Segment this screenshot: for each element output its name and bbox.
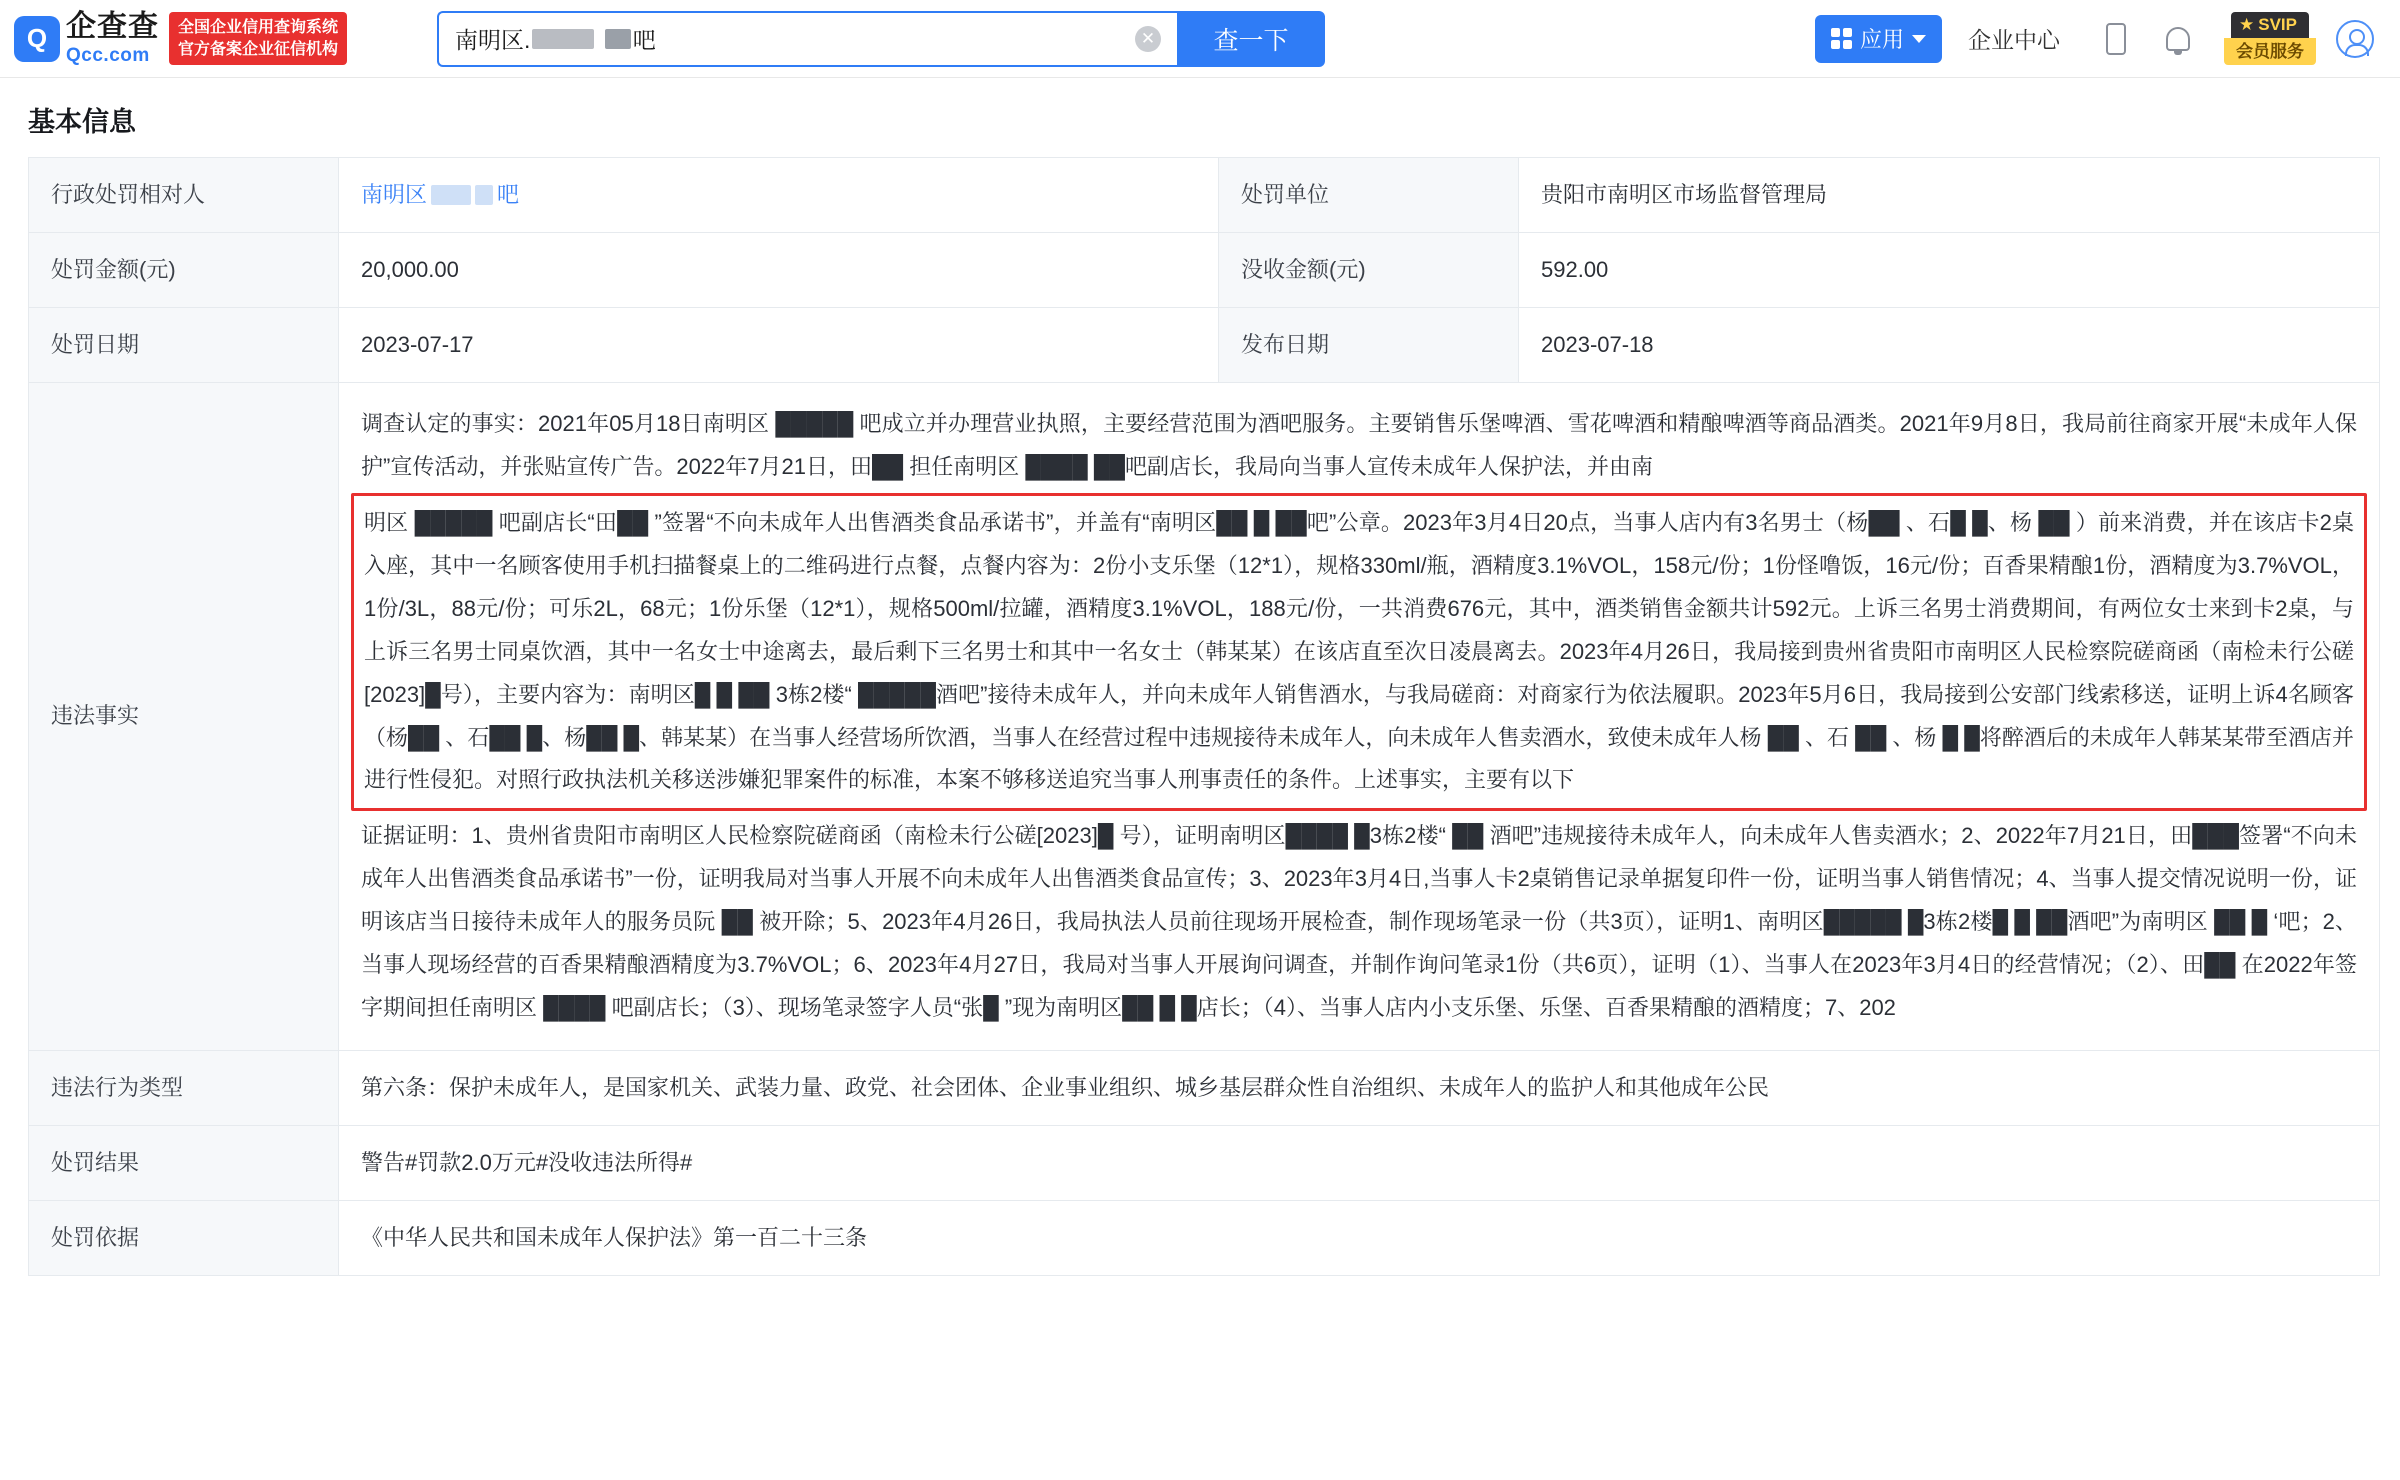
search-area xyxy=(437,11,1325,67)
bell-icon xyxy=(2166,27,2190,51)
table-row xyxy=(29,308,2380,383)
svip-button[interactable] xyxy=(2224,12,2316,65)
row-label-violation-type: 违法行为类型 xyxy=(29,1050,339,1125)
badge-line-1: 全国企业信用查询系统 xyxy=(178,18,339,36)
row-value-publish-date: 2023-07-18 xyxy=(1519,308,2380,383)
row-label-counterparty: 行政处罚相对人 xyxy=(29,158,339,233)
table-row-facts xyxy=(29,383,2380,1050)
logo-badge xyxy=(169,12,347,65)
row-value-penalty-date: 2023-07-17 xyxy=(339,308,1219,383)
row-value-facts xyxy=(339,383,2380,1050)
avatar[interactable] xyxy=(2336,20,2374,58)
facts-paragraph-pre: 调查认定的事实：2021年05月18日南明区 █████ 吧成立并办理营业执照，主要经营范围为酒吧服务。主要销售乐堡啤酒、雪花啤酒和精酿啤酒等商品酒类。2021年9月8日，我局前往商家开展“未成年人保护”宣传活动，并张贴宣传广告。2022年7月21日，田██ 担任南明区 ████ ██吧副店长，我局向当事人宣传未成年人保护法，并由南 xyxy=(361,411,2357,480)
search-input-value: 南明区. 吧 xyxy=(455,27,656,53)
svip-label: ★ SVIP xyxy=(2231,12,2309,37)
row-value-authority: 贵阳市南明区市场监督管理局 xyxy=(1519,158,2380,233)
badge-line-2: 官方备案企业征信机构 xyxy=(178,40,339,58)
table-row xyxy=(29,1200,2380,1275)
apps-button-label: 应用 xyxy=(1859,27,1904,52)
chevron-down-icon xyxy=(1912,35,1926,43)
mobile-app-button[interactable] xyxy=(2086,23,2146,55)
row-label-publish-date: 发布日期 xyxy=(1219,308,1519,383)
clear-icon[interactable]: ✕ xyxy=(1135,26,1161,52)
row-label-basis: 处罚依据 xyxy=(29,1200,339,1275)
row-value-violation-type: 第六条：保护未成年人，是国家机关、武装力量、政党、社会团体、企业事业组织、城乡基层群众性自治组织、未成年人的监护人和其他成年公民 xyxy=(339,1050,2380,1125)
page-title: 基本信息 xyxy=(28,107,136,137)
row-value-counterparty: 南明区 吧 xyxy=(339,158,1219,233)
row-label-authority: 处罚单位 xyxy=(1219,158,1519,233)
search-button[interactable]: 查一下 xyxy=(1177,11,1325,67)
table-row xyxy=(29,233,2380,308)
logo-domain: Qcc.com xyxy=(66,45,150,66)
row-label-facts: 违法事实 xyxy=(29,383,339,1050)
table-row xyxy=(29,1050,2380,1125)
penalty-detail-table xyxy=(28,157,2380,1276)
row-label-confiscated: 没收金额(元) xyxy=(1219,233,1519,308)
phone-icon xyxy=(2106,23,2126,55)
logo-block[interactable] xyxy=(14,12,347,65)
logo-icon: Q xyxy=(14,16,60,62)
notifications-button[interactable] xyxy=(2146,27,2210,51)
row-label-result: 处罚结果 xyxy=(29,1125,339,1200)
row-label-fine: 处罚金额(元) xyxy=(29,233,339,308)
logo-text xyxy=(66,12,159,65)
grid-icon xyxy=(1831,28,1852,49)
search-input[interactable] xyxy=(437,11,1177,67)
row-value-result: 警告#罚款2.0万元#没收违法所得# xyxy=(339,1125,2380,1200)
app-header xyxy=(0,0,2400,78)
enterprise-center-link[interactable]: 企业中心 xyxy=(1968,27,2060,53)
header-right xyxy=(1815,12,2374,65)
row-value-basis: 《中华人民共和国未成年人保护法》第一百二十三条 xyxy=(339,1200,2380,1275)
svip-sublabel: 会员服务 xyxy=(2224,38,2316,65)
facts-paragraph-post: 证据证明：1、贵州省贵阳市南明区人民检察院磋商函（南检未行公磋[2023]█ 号），证明南明区████ █3栋2楼“ ██ 酒吧”违规接待未成年人，向未成年人售卖酒水；2、2022年7月21日，田███签署“不向未成年人出售酒类食品承诺书”一份，证明我局对当事人开展不向未成年人出售酒类食品宣传；3、2023年3月4日,当事人卡2桌销售记录单据复印件一份，证明当事人销售情况；4、当事人提交情况说明一份，证明该店当日接待未成年人的服务员阮 ██ 被开除；5、2023年4月26日，我局执法人员前往现场开展检查，制作现场笔录一份（共3页），证明1、南明区█████ █3栋2楼█ █ ██酒吧”为南明区 ██ █ ‘吧；2、当事人现场经营的百香果精酿酒精度为3.7%VOL；6、2023年4月27日，我局对当事人开展询问调查，并制作询问笔录1份（共6页），证明（1）、当事人在2023年3月4日的经营情况；（2）、田██ 在2022年签字期间担任南明区 ████ 吧副店长；（3）、现场笔录签字人员“张█ ”现为南明区██ █ █店长；（4）、当事人店内小支乐堡、乐堡、百香果精酿的酒精度；7、202 xyxy=(361,823,2357,1020)
apps-button[interactable] xyxy=(1815,15,1942,63)
facts-paragraph-highlighted: 明区 █████ 吧副店长“田██ ”签署“不向未成年人出售酒类食品承诺书”，并盖有“南明区██ █ ██吧”公章。2023年3月4日20点，当事人店内有3名男士（杨██ 、石█ █、杨 ██ ）前来消费，并在该店卡2桌入座，其中一名顾客使用手机扫描餐桌上的二维码进行点餐，点餐内容为：2份小支乐堡（12*1），规格330ml/瓶，酒精度3.1%VOL，158元/份；1份怪噜饭，16元/份；百香果精酿1份，酒精度为3.7%VOL，1份/3L，88元/份；可乐2L，68元；1份乐堡（12*1），规格500ml/拉罐，酒精度3.1%VOL，188元/份，一共消费676元，其中，酒类销售金额共计592元。上诉三名男士消费期间，有两位女士来到卡2桌，与上诉三名男士同桌饮酒，其中一名女士中途离去，最后剩下三名男士和其中一名女士（韩某某）在该店直至次日凌晨离去。2023年4月26日，我局接到贵州省贵阳市南明区人民检察院磋商函（南检未行公磋[2023]█号），主要内容为：南明区█ █ ██ 3栋2楼“ █████酒吧”接待未成年人，并向未成年人销售酒水，与我局磋商：对商家行为依法履职。2023年5月6日，我局接到公安部门线索移送，证明上诉4名顾客（杨██ 、石██ █、杨██ █、韩某某）在当事人经营场所饮酒，当事人在经营过程中违规接待未成年人，向未成年人售卖酒水，致使未成年人杨 ██ 、石 ██ 、杨 █ █将醉酒后的未成年人韩某某带至酒店并进行性侵犯。对照行政执法机关移送涉嫌犯罪案件的标准，本案不够移送追究当事人刑事责任的条件。上述事实，主要有以下 xyxy=(351,493,2367,811)
counterparty-link[interactable]: 南明区 xyxy=(361,182,428,207)
logo-chinese-name: 企查查 xyxy=(66,10,159,43)
row-label-penalty-date: 处罚日期 xyxy=(29,308,339,383)
table-row xyxy=(29,158,2380,233)
row-value-confiscated: 592.00 xyxy=(1519,233,2380,308)
table-row xyxy=(29,1125,2380,1200)
row-value-fine: 20,000.00 xyxy=(339,233,1219,308)
